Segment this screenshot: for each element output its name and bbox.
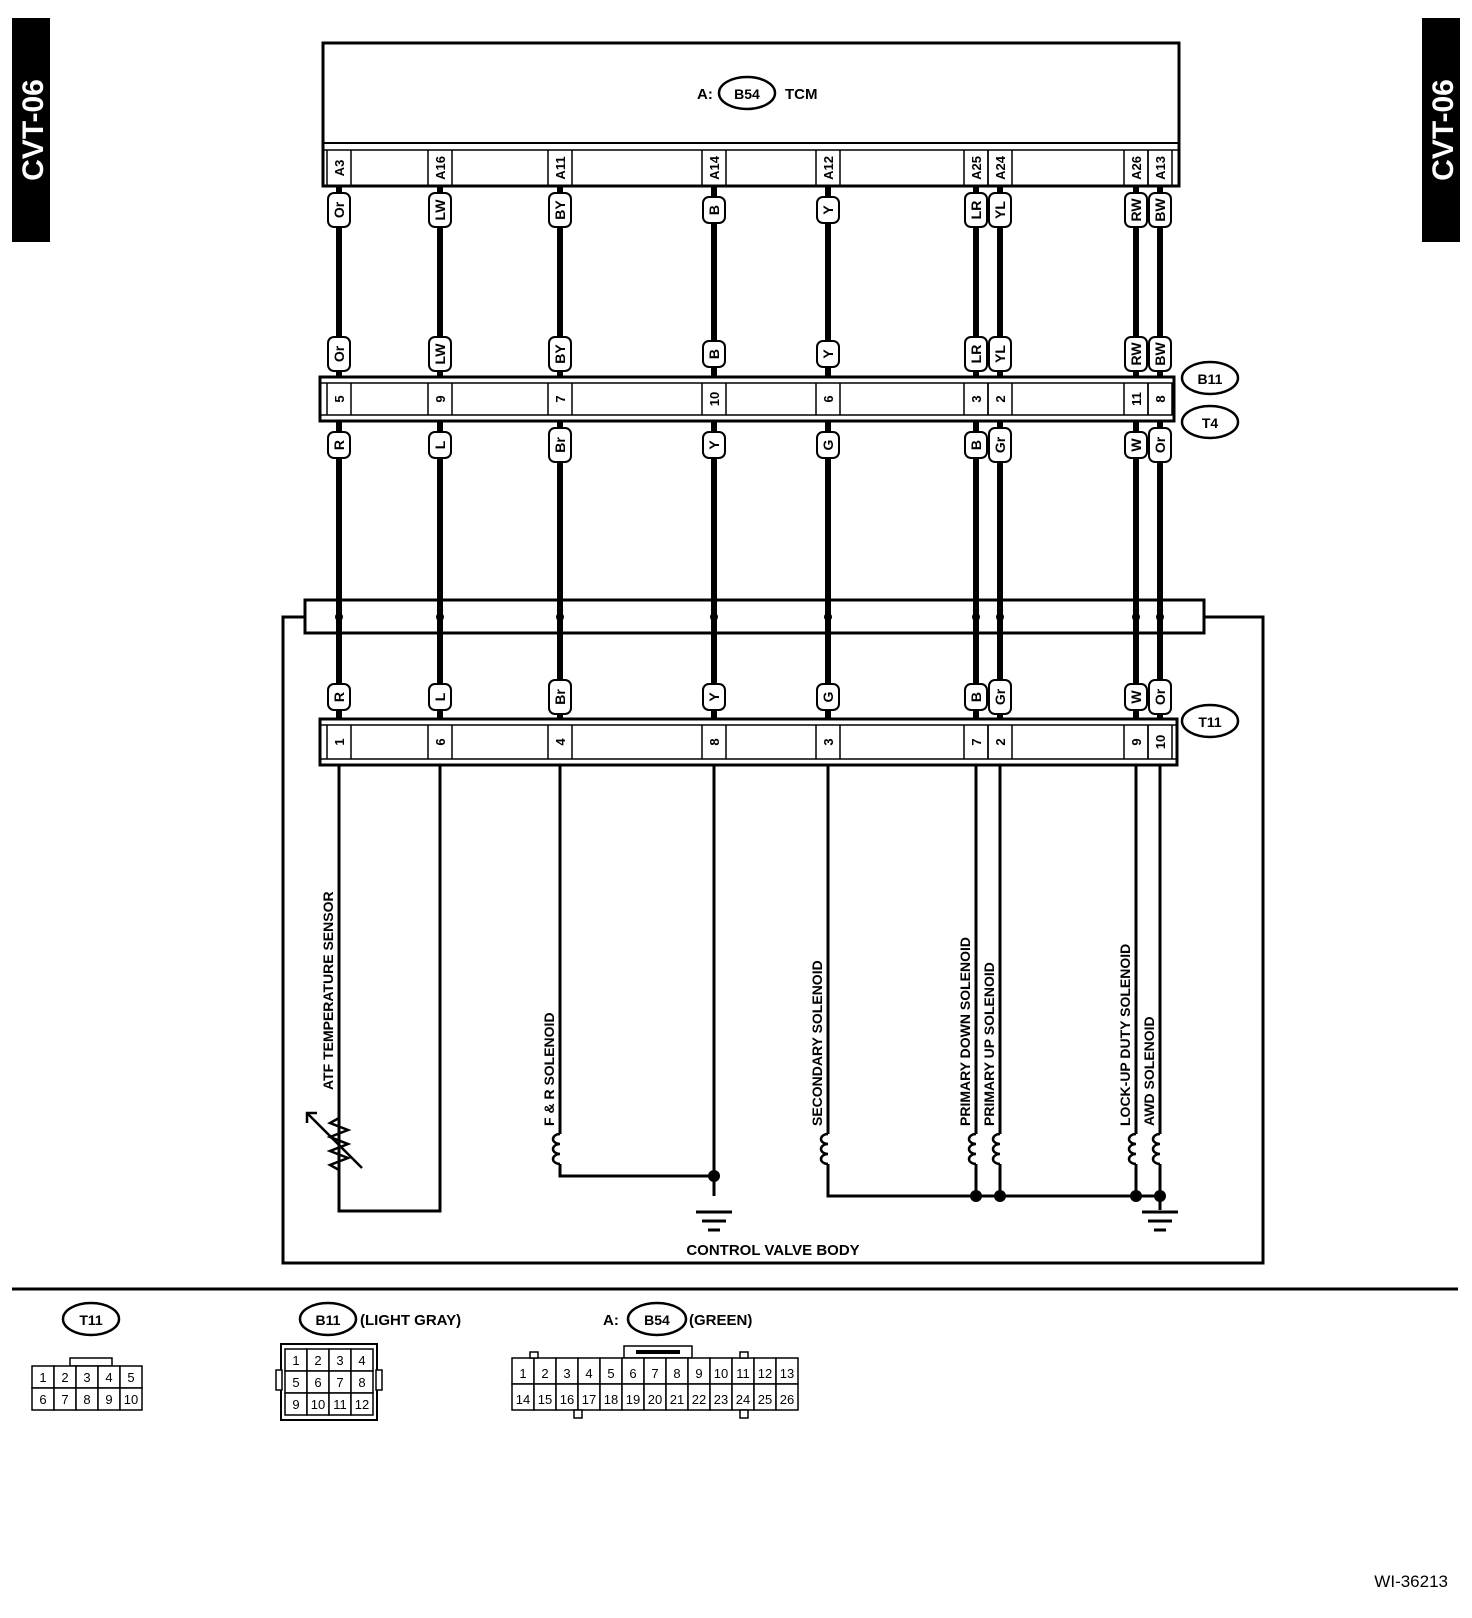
tcm-wire-color: BY — [552, 200, 568, 220]
legend-b54-label: B54 — [644, 1312, 670, 1328]
legend-pin: 10 — [713, 1366, 729, 1381]
t4-wire-color: R — [331, 439, 347, 451]
legend-pin: 7 — [61, 1392, 69, 1407]
tcm-wire-color-tag — [1149, 193, 1171, 227]
t11-wire-color-tag — [703, 684, 725, 710]
wire-group — [327, 150, 1172, 759]
legend-b11 — [276, 1303, 461, 1420]
legend-pin: 9 — [695, 1366, 703, 1381]
t11-wire-color: Y — [706, 692, 722, 702]
legend-pin: 2 — [541, 1366, 549, 1381]
b11-wire-color: RW — [1128, 342, 1144, 366]
legend-pin: 7 — [336, 1375, 344, 1390]
secondary-solenoid-coil-icon — [821, 1134, 828, 1164]
legend-pin: 9 — [105, 1392, 113, 1407]
legend-pin: 13 — [779, 1366, 795, 1381]
t11-wire-color-tag — [1125, 684, 1147, 710]
t11-wire-color: L — [432, 692, 448, 702]
t11-connector-bar — [320, 705, 1238, 765]
b11-pin: 2 — [993, 395, 1008, 403]
b11-pin: 5 — [332, 395, 347, 403]
legend-b54-prefix: A: — [603, 1312, 619, 1329]
legend-b54-pin-grid — [512, 1346, 798, 1418]
t11-wire-color: W — [1128, 690, 1144, 704]
wire-a13 — [1148, 150, 1172, 759]
splice-dot — [996, 613, 1004, 621]
t4-wire-color-tag — [703, 432, 725, 458]
t11-wire-color-tag — [429, 684, 451, 710]
b11-pin: 8 — [1153, 395, 1168, 403]
legend-pin: 17 — [581, 1392, 597, 1407]
internal-circuits — [339, 765, 1160, 1211]
legend-pin: 24 — [735, 1392, 751, 1407]
splice-dot — [335, 613, 343, 621]
legend-pin: 16 — [559, 1392, 575, 1407]
tcm-wire-color-tag — [989, 193, 1011, 227]
legend-b11-note: (LIGHT GRAY) — [360, 1312, 462, 1329]
t4-wire-color-tag — [1149, 428, 1171, 462]
legend-pin: 18 — [603, 1392, 619, 1407]
page-tab-left — [12, 18, 50, 242]
tcm-pin: A16 — [433, 156, 448, 180]
t4-wire-color-tag — [817, 432, 839, 458]
tcm-pin: A11 — [553, 156, 568, 180]
wire-a26 — [1124, 150, 1148, 759]
legend-b54-note: (GREEN) — [689, 1312, 753, 1329]
legend-pin: 2 — [314, 1353, 322, 1368]
b11-wire-color: LW — [432, 343, 448, 365]
wire-a25 — [964, 150, 988, 759]
legend-pin: 1 — [292, 1353, 300, 1368]
tcm-wire-color: Y — [820, 205, 836, 215]
b11-connector-label: B11 — [1197, 371, 1223, 387]
tcm-wire-color-tag — [965, 193, 987, 227]
tcm-pin: A12 — [821, 156, 836, 180]
b11-wire-color: LR — [968, 344, 984, 364]
t11-wire-color: B — [968, 691, 984, 703]
lockup-solenoid-label: LOCK-UP DUTY SOLENOID — [1117, 943, 1133, 1126]
t4-wire-color: B — [968, 439, 984, 451]
legend-pin: 3 — [563, 1366, 571, 1381]
legend-pin: 1 — [519, 1366, 527, 1381]
tcm-wire-color-tag — [429, 193, 451, 227]
tcm-wire-color-tag — [817, 197, 839, 223]
b11-pin: 7 — [553, 395, 568, 403]
t4-wire-color: Y — [706, 440, 722, 450]
lockup-solenoid-coil-icon — [1129, 1134, 1136, 1164]
legend-pin: 20 — [647, 1392, 663, 1407]
wire-a24 — [988, 150, 1012, 759]
wire-a16 — [428, 150, 452, 759]
legend-pin: 5 — [127, 1370, 135, 1385]
b11-pin: 11 — [1129, 392, 1144, 406]
wire-a12 — [816, 150, 840, 759]
tcm-wire-color: LW — [432, 199, 448, 221]
control-valve-body-label: CONTROL VALVE BODY — [686, 1242, 860, 1259]
secondary-solenoid-label: SECONDARY SOLENOID — [809, 960, 825, 1126]
t11-wire-color-tag — [549, 680, 571, 714]
t11-pin: 6 — [433, 738, 448, 746]
splice-dot — [1156, 613, 1164, 621]
tcm-wire-color-tag — [549, 193, 571, 227]
t4-wire-color-tag — [1125, 432, 1147, 458]
tcm-pin: A24 — [993, 156, 1008, 180]
splice-dot — [1132, 613, 1140, 621]
tcm-wire-color: BW — [1152, 198, 1168, 222]
t4-wire-color: W — [1128, 438, 1144, 452]
atf-sensor-label: ATF TEMPERATURE SENSOR — [320, 891, 336, 1090]
t11-pin: 10 — [1153, 734, 1168, 750]
b11-wire-color: B — [706, 348, 722, 360]
b11-wire-color-tag — [549, 337, 571, 371]
t4-wire-color-tag — [965, 432, 987, 458]
splice-dot — [436, 613, 444, 621]
wire-a11 — [548, 150, 572, 759]
tcm-wire-color-tag — [328, 193, 350, 227]
legend-t11 — [32, 1303, 142, 1410]
t11-pin: 3 — [821, 738, 836, 746]
fr-solenoid-label: F & R SOLENOID — [541, 1012, 557, 1126]
page-tab-right-label: CVT-06 — [1427, 79, 1460, 181]
legend-pin: 6 — [314, 1375, 322, 1390]
legend-pin: 15 — [537, 1392, 553, 1407]
legend-pin: 9 — [292, 1397, 300, 1412]
t11-wire-color-tag — [817, 684, 839, 710]
legend-pin: 12 — [354, 1397, 370, 1412]
page-tab-right — [1422, 18, 1460, 242]
t11-pin: 8 — [707, 738, 722, 746]
t4-connector-label: T4 — [1201, 415, 1219, 431]
t11-wire-color-tag — [965, 684, 987, 710]
tcm-wire-color: YL — [992, 201, 1008, 219]
t11-pin: 7 — [969, 738, 984, 746]
wire-a3 — [327, 150, 351, 759]
legend-pin: 1 — [39, 1370, 47, 1385]
t4-wire-color: L — [432, 440, 448, 450]
legend-pin: 2 — [61, 1370, 69, 1385]
legend-pin: 6 — [39, 1392, 47, 1407]
b11-pin: 9 — [433, 395, 448, 403]
t11-connector-label: T11 — [1198, 714, 1222, 730]
legend-pin: 3 — [83, 1370, 91, 1385]
t11-wire-color: Br — [552, 689, 568, 705]
b11-wire-color-tag — [703, 341, 725, 367]
splice-dot — [710, 613, 718, 621]
t4-wire-color: Gr — [992, 436, 1008, 454]
tcm-pin: A14 — [707, 156, 722, 180]
splice-dot — [824, 613, 832, 621]
tcm-wire-color: RW — [1128, 198, 1144, 222]
ground-symbol-left — [696, 1212, 732, 1230]
legend-pin: 4 — [358, 1353, 366, 1368]
t11-wire-color: G — [820, 691, 836, 703]
b11-wire-color-tag — [817, 341, 839, 367]
b11-wire-color-tag — [429, 337, 451, 371]
legend-b11-pin-grid — [276, 1344, 382, 1420]
legend-pin: 10 — [123, 1392, 139, 1407]
tcm-wire-color-tag — [1125, 193, 1147, 227]
page-tab-left-label: CVT-06 — [17, 79, 50, 181]
legend-pin: 22 — [691, 1392, 707, 1407]
primary-up-solenoid-label: PRIMARY UP SOLENOID — [981, 962, 997, 1126]
t11-pin: 4 — [553, 738, 568, 746]
b11-wire-color: YL — [992, 345, 1008, 363]
b11-wire-color: Or — [331, 345, 347, 363]
tcm-pin: A26 — [1129, 156, 1144, 180]
tcm-prefix: A: — [697, 86, 713, 103]
legend-pin: 26 — [779, 1392, 795, 1407]
t4-wire-color-tag — [549, 428, 571, 462]
legend-pin: 21 — [669, 1392, 685, 1407]
t4-wire-color: Or — [1152, 436, 1168, 454]
legend-pin: 5 — [607, 1366, 615, 1381]
t4-wire-color-tag — [429, 432, 451, 458]
figure-id: WI-36213 — [1374, 1572, 1448, 1591]
b11-wire-color-tag — [1125, 337, 1147, 371]
tcm-pin: A3 — [332, 159, 347, 177]
legend-pin: 14 — [515, 1392, 531, 1407]
b11-wire-color: BY — [552, 344, 568, 364]
legend-pin: 4 — [105, 1370, 113, 1385]
t11-wire-color: Gr — [992, 688, 1008, 706]
legend-pin: 11 — [333, 1397, 347, 1412]
tcm-connector-label: B54 — [734, 86, 760, 102]
t11-wire-color: R — [331, 691, 347, 703]
primary-up-solenoid-coil-icon — [993, 1134, 1000, 1164]
t11-pin: 2 — [993, 738, 1008, 746]
t11-wire-color-tag — [1149, 680, 1171, 714]
fr-solenoid-coil-icon — [553, 1134, 560, 1164]
legend-pin: 12 — [757, 1366, 773, 1381]
legend-pin: 8 — [83, 1392, 91, 1407]
splice-dot — [972, 613, 980, 621]
tcm-wire-color: Or — [331, 201, 347, 219]
legend-b11-label: B11 — [315, 1312, 341, 1328]
awd-solenoid-label: AWD SOLENOID — [1141, 1016, 1157, 1126]
b11-pin: 10 — [707, 391, 722, 407]
t11-pin: 1 — [332, 738, 347, 746]
awd-solenoid-coil-icon — [1153, 1134, 1160, 1164]
legend-pin: 8 — [358, 1375, 366, 1390]
tcm-label: TCM — [785, 86, 818, 103]
legend-pin: 19 — [625, 1392, 641, 1407]
t4-wire-color: G — [820, 439, 836, 451]
t11-wire-color-tag — [989, 680, 1011, 714]
legend-pin: 6 — [629, 1366, 637, 1381]
legend-t11-pin-grid — [32, 1358, 142, 1410]
primary-down-solenoid-coil-icon — [969, 1134, 976, 1164]
t4-wire-color-tag — [989, 428, 1011, 462]
t11-wire-color-tag — [328, 684, 350, 710]
legend-pin: 5 — [292, 1375, 300, 1390]
t11-wire-color: Or — [1152, 688, 1168, 706]
legend-pin: 10 — [310, 1397, 326, 1412]
ground-symbol-right — [1142, 1212, 1178, 1230]
legend-pin: 25 — [757, 1392, 773, 1407]
legend-pin: 11 — [736, 1366, 750, 1381]
legend-t11-label: T11 — [79, 1312, 103, 1328]
t4-wire-color-tag — [328, 432, 350, 458]
b11-pin: 3 — [969, 395, 984, 403]
wire-a14 — [702, 150, 726, 759]
b11-wire-color-tag — [989, 337, 1011, 371]
splice-dot — [556, 613, 564, 621]
b11-wire-color-tag — [328, 337, 350, 371]
t11-pin: 9 — [1129, 738, 1144, 746]
t4-wire-color: Br — [552, 437, 568, 453]
tcm-pin: A25 — [969, 156, 984, 180]
b11-wire-color-tag — [965, 337, 987, 371]
b11-wire-color: Y — [820, 349, 836, 359]
b11-pin: 6 — [821, 395, 836, 403]
primary-down-solenoid-label: PRIMARY DOWN SOLENOID — [957, 936, 973, 1126]
tcm-wire-color: B — [706, 204, 722, 216]
legend-pin: 8 — [673, 1366, 681, 1381]
legend-b54 — [512, 1303, 798, 1418]
tcm-pin: A13 — [1153, 156, 1168, 180]
tcm-wire-color: LR — [968, 200, 984, 220]
b11-wire-color: BW — [1152, 342, 1168, 366]
legend-pin: 7 — [651, 1366, 659, 1381]
legend-pin: 23 — [713, 1392, 729, 1407]
tcm-wire-color-tag — [703, 197, 725, 223]
b11-wire-color-tag — [1149, 337, 1171, 371]
b11-t4-connector-bar — [320, 362, 1238, 438]
legend-pin: 3 — [336, 1353, 344, 1368]
legend-pin: 4 — [585, 1366, 593, 1381]
atf-thermistor-icon — [307, 1113, 362, 1170]
